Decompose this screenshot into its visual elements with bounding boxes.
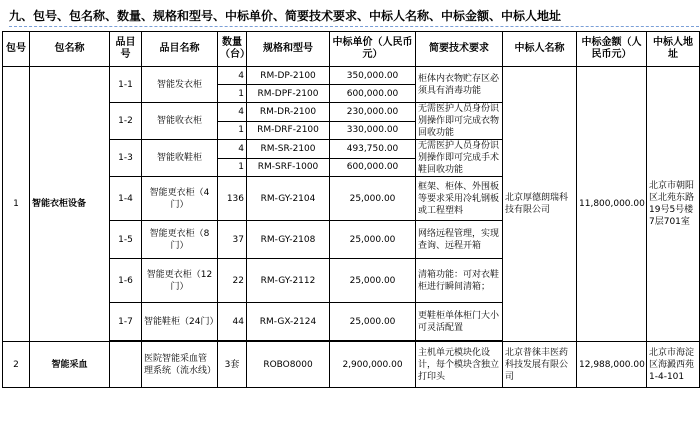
spec-cell: RM-GY-2112 xyxy=(247,259,330,303)
qty-cell: 22 xyxy=(218,259,247,303)
item-no: 1-3 xyxy=(110,140,142,177)
requirements-cell: 无需医护人员身份识别操作即可完成手术鞋回收功能 xyxy=(416,140,503,177)
price-cell: 330,000.00 xyxy=(330,121,416,140)
spec-cell: RM-GX-2124 xyxy=(247,303,330,341)
pkg-2-address: 北京市海淀区海澱西苑1-4-101 xyxy=(647,342,700,388)
item-no: 1-7 xyxy=(110,303,142,341)
pkg-1-address: 北京市朝阳区北苑东路19号5号楼7层701室 xyxy=(647,67,700,342)
spec-cell: ROBO8000 xyxy=(247,342,330,388)
price-cell: 25,000.00 xyxy=(330,259,416,303)
item-no xyxy=(110,342,142,388)
spec-cell: RM-GY-2108 xyxy=(247,221,330,259)
header-requirements: 简要技术要求 xyxy=(416,32,503,67)
header-unit-price: 中标单价（人民币元） xyxy=(330,32,416,67)
header-item-name: 品目名称 xyxy=(142,32,218,67)
requirements-cell: 框架、柜体、外围板等要求采用冷轧钢板或工程塑料 xyxy=(416,177,503,221)
price-cell: 600,000.00 xyxy=(330,158,416,177)
spec-cell: RM-GY-2104 xyxy=(247,177,330,221)
header-pkg-no: 包号 xyxy=(3,32,30,67)
requirements-cell: 柜体内衣物贮存区必须具有消毒功能 xyxy=(416,67,503,103)
header-winner: 中标人名称 xyxy=(503,32,577,67)
pkg-1-no: 1 xyxy=(3,67,30,342)
qty-cell: 1 xyxy=(218,85,247,103)
header-qty: 数量（台） xyxy=(218,32,247,67)
spec-cell: RM-SR-2100 xyxy=(247,140,330,159)
header-row xyxy=(3,32,700,67)
item-name: 智能更衣柜（12门） xyxy=(142,259,218,303)
qty-cell: 1 xyxy=(218,121,247,140)
item-no: 1-4 xyxy=(110,177,142,221)
item-no: 1-1 xyxy=(110,67,142,103)
table-row xyxy=(3,342,700,388)
header-item-no: 品目号 xyxy=(110,32,142,67)
spec-cell: RM-SRF-1000 xyxy=(247,158,330,177)
item-name: 智能发衣柜 xyxy=(142,67,218,103)
qty-cell: 4 xyxy=(218,67,247,85)
qty-cell: 4 xyxy=(218,140,247,159)
requirements-cell: 主机单元模块化设计，每个模块含独立打印头 xyxy=(416,342,503,388)
pkg-1-winner: 北京厚德朗瑞科技有限公司 xyxy=(503,67,577,342)
item-name: 智能更衣柜（8门） xyxy=(142,221,218,259)
item-name: 智能收鞋柜 xyxy=(142,140,218,177)
table-row xyxy=(3,67,700,85)
qty-cell: 4 xyxy=(218,103,247,122)
requirements-cell: 网络远程管理，实现查询、远程开箱 xyxy=(416,221,503,259)
requirements-cell: 清箱功能：可对衣鞋柜进行瞬间清箱； xyxy=(416,259,503,303)
requirements-cell: 更鞋柜单体柜门大小可灵活配置 xyxy=(416,303,503,341)
spec-cell: RM-DP-2100 xyxy=(247,67,330,85)
pkg-2-winner: 北京普徕丰医药科技发展有限公司 xyxy=(503,342,577,388)
pkg-2-amount: 12,988,000.00 xyxy=(577,342,647,388)
price-cell: 25,000.00 xyxy=(330,177,416,221)
header-amount: 中标金额（人民币元） xyxy=(577,32,647,67)
pkg-1-name: 智能衣柜设备 xyxy=(30,67,110,342)
item-name: 智能鞋柜（24门） xyxy=(142,303,218,341)
item-no: 1-6 xyxy=(110,259,142,303)
price-cell: 2,900,000.00 xyxy=(330,342,416,388)
spec-cell: RM-DRF-2100 xyxy=(247,121,330,140)
price-cell: 25,000.00 xyxy=(330,303,416,341)
item-name: 智能更衣柜（4门） xyxy=(142,177,218,221)
item-name: 智能收衣柜 xyxy=(142,103,218,140)
item-name: 医院智能采血管理系统（流水线） xyxy=(142,342,218,388)
qty-cell: 37 xyxy=(218,221,247,259)
pkg-2-name: 智能采血 xyxy=(30,342,110,388)
header-address: 中标人地址 xyxy=(647,32,700,67)
pkg-1-amount: 11,800,000.00 xyxy=(577,67,647,342)
price-cell: 230,000.00 xyxy=(330,103,416,122)
qty-cell: 44 xyxy=(218,303,247,341)
requirements-cell: 无需医护人员身份识别操作即可完成衣物回收功能 xyxy=(416,103,503,140)
item-no: 1-2 xyxy=(110,103,142,140)
spec-cell: RM-DR-2100 xyxy=(247,103,330,122)
qty-cell: 1 xyxy=(218,158,247,177)
item-no: 1-5 xyxy=(110,221,142,259)
spec-cell: RM-DPF-2100 xyxy=(247,85,330,103)
price-cell: 600,000.00 xyxy=(330,85,416,103)
bid-results-table xyxy=(2,31,700,388)
price-cell: 350,000.00 xyxy=(330,67,416,85)
price-cell: 493,750.00 xyxy=(330,140,416,159)
price-cell: 25,000.00 xyxy=(330,221,416,259)
section-title: 九、包号、包名称、数量、规格和型号、中标单价、简要技术要求、中标人名称、中标金额、中标人地址 xyxy=(9,6,699,27)
qty-cell: 136 xyxy=(218,177,247,221)
pkg-2-no: 2 xyxy=(3,342,30,388)
header-pkg-name: 包名称 xyxy=(30,32,110,67)
qty-cell: 3套 xyxy=(218,342,247,388)
header-spec: 规格和型号 xyxy=(247,32,330,67)
